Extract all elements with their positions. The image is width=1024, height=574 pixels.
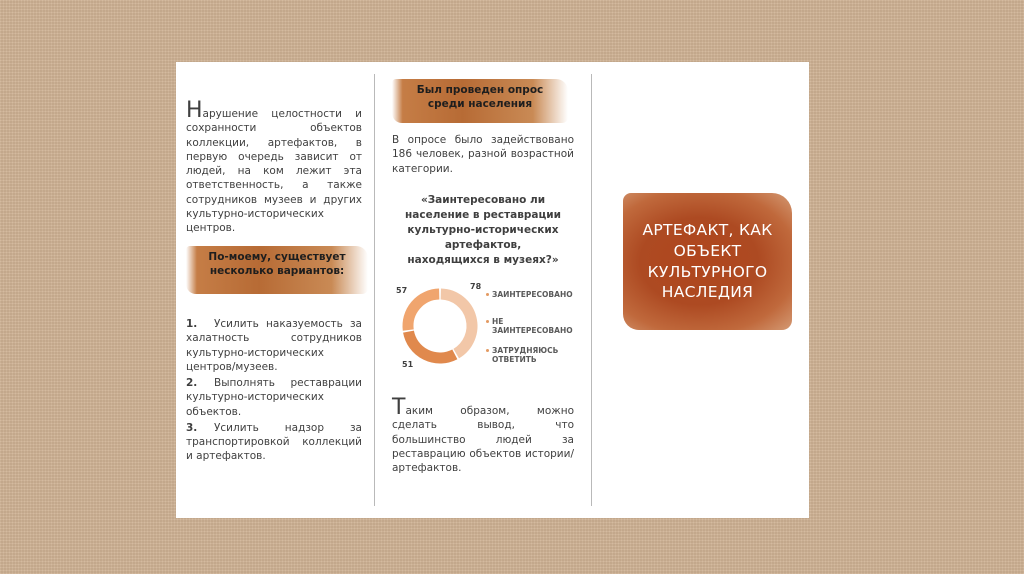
intro-drop-cap: Н — [186, 98, 203, 123]
intro-paragraph — [186, 98, 362, 235]
list-item-number: 3. — [186, 421, 198, 434]
question-line: «Заинтересовано ли — [420, 194, 546, 206]
survey-donut-chart — [396, 282, 484, 370]
donut-slice-3 — [408, 294, 439, 330]
donut-slice-2 — [409, 332, 455, 358]
survey-heading — [392, 79, 568, 123]
conclusion-text: аким образом, можно сделать вывод, что большинство людей за реставрацию объектов истории/ артефактов. — [392, 405, 574, 475]
question-line: население в реставрации — [405, 208, 561, 221]
legend-dot — [486, 349, 489, 352]
list-item-text: Усилить наказуемость за халатность сотрудников культурно-исторических центров/музеев. — [186, 318, 362, 373]
cover-title-line: НАСЛЕДИЯ — [661, 283, 754, 302]
conclusion-paragraph — [392, 395, 574, 475]
donut-value-label: 57 — [396, 286, 408, 295]
list-item-text: Выполнять реставрации культурно-исторических объектов. — [186, 377, 362, 418]
column-divider-right — [591, 74, 592, 506]
legend-label: ЗАИНТЕРЕСОВАНО — [492, 326, 573, 336]
column-divider-left — [374, 74, 375, 506]
survey-line-2: среди населения — [427, 97, 533, 110]
survey-text: В опросе было задействовано 186 человек, разной возрастной категории. — [392, 134, 574, 175]
cover-title-line: АРТЕФАКТ, КАК — [642, 220, 773, 239]
options-list — [186, 317, 362, 466]
question-line: находящихся в музеях?» — [407, 253, 559, 266]
question-line: артефактов, — [444, 238, 522, 251]
legend-label: ОТВЕТИТЬ — [492, 355, 537, 365]
legend-dot — [486, 293, 489, 296]
intro-text: арушение целостности и сохранности объектов коллекции, артефактов, в первую очередь зависит от людей, на ком лежит эта ответственность, а также сотрудников музеев и других культурно-исторических центров. — [186, 108, 362, 235]
list-item — [186, 376, 362, 419]
list-item-number: 1. — [186, 318, 198, 330]
donut-slice-1 — [441, 294, 472, 354]
list-item-number: 2. — [186, 377, 198, 390]
survey-line-1: Был проведен опрос — [416, 84, 544, 96]
list-item — [186, 421, 362, 464]
cover-title-line: КУЛЬТУРНОГО — [647, 262, 768, 281]
legend-label: ЗАИНТЕРЕСОВАНО — [492, 290, 573, 299]
list-item-text: Усилить надзор за транспортировкой коллекций и артефактов. — [186, 421, 362, 463]
opinion-line-2: несколько вариантов: — [209, 264, 345, 277]
conclusion-drop-cap: Т — [392, 395, 406, 420]
legend-label: ЗАТРУДНЯЮСЬ — [492, 346, 559, 355]
legend-dot — [486, 320, 489, 323]
legend-item-not-interested — [492, 317, 573, 336]
cover-title — [623, 193, 792, 330]
opinion-line-1: По-моему, существует — [208, 251, 346, 263]
opinion-heading — [186, 246, 368, 294]
donut-value-label: 51 — [402, 360, 414, 369]
legend-item-undecided — [492, 346, 558, 365]
survey-question — [392, 193, 574, 268]
legend-item-interested — [492, 290, 573, 299]
donut-value-label: 78 — [470, 282, 482, 291]
list-item — [186, 317, 362, 374]
legend-label: НЕ — [492, 317, 504, 326]
question-line: культурно-исторических — [407, 223, 559, 236]
cover-title-line: ОБЪЕКТ — [673, 241, 742, 260]
